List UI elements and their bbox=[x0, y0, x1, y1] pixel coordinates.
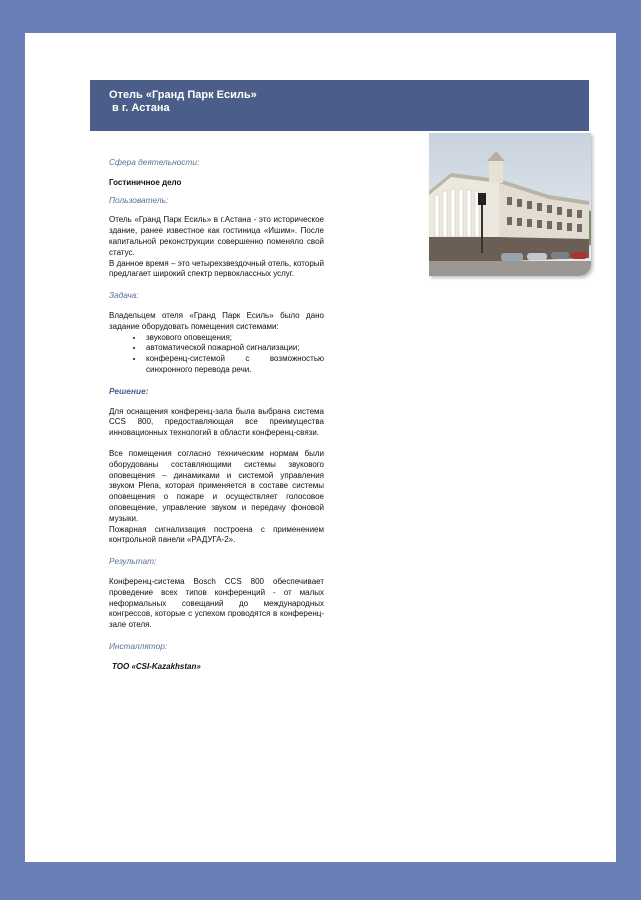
sphere-text: Гостиничное дело bbox=[109, 177, 182, 187]
task-heading: Задача: bbox=[109, 290, 139, 301]
task-intro: Владельцем отеля «Гранд Парк Есиль» было дано задание оборудовать помещения системами: bbox=[109, 310, 324, 331]
list-item: • звукового оповещения; bbox=[144, 333, 324, 344]
hotel-building-image bbox=[429, 133, 591, 276]
page-title: Отель «Гранд Парк Есиль» bbox=[109, 89, 257, 101]
installer-heading: Инсталлятор: bbox=[109, 640, 168, 651]
page-subtitle: в г. Астана bbox=[112, 102, 170, 114]
article-body bbox=[109, 157, 324, 672]
hotel-photo bbox=[429, 133, 591, 276]
solution-paragraph-3: Пожарная сигнализация построена с применением контрольной панели «РАДУГА-2». bbox=[109, 524, 324, 545]
sphere-heading: Сфера деятельности: bbox=[109, 157, 200, 167]
user-paragraph-2: В данное время – это четырехзвездочный отель, который предлагает широкий спектр первоклассных услуг. bbox=[109, 258, 324, 279]
result-text: Конференц-система Bosch CCS 800 обеспечивает проведение всех типов конференций - от малых неформальных совещаний до международных конгрессов, которые с успехом проводятся в конференц-зале отеля. bbox=[109, 576, 324, 630]
user-paragraph-1: Отель «Гранд Парк Есиль» в г.Астана - это историческое здание, ранее известное как гостиница «Ишим». После капитальной реконструкции совершенно поменяло свой статус. bbox=[109, 215, 324, 257]
user-heading: Пользователь: bbox=[109, 194, 169, 205]
solution-heading: Решение: bbox=[109, 385, 149, 396]
list-item: • автоматической пожарной сигнализации; bbox=[144, 343, 324, 354]
solution-paragraph-1: Для оснащения конференц-зала была выбрана система CCS 800, предоставляющая все преимущества инновационных технологий в области конференц-связи. bbox=[109, 406, 324, 438]
list-item: • конференц-системой с возможностью синхронного перевода речи. bbox=[144, 354, 324, 376]
solution-paragraph-2: Все помещения согласно техническим нормам были оборудованы составляющими системы звукового оповещения – динамиками и системой управления звуком Plena, которая применяется в составе системы оповещения о пожаре и осуществляет голосовое оповещение, управление звуком и передачу фоновой музыки. bbox=[109, 448, 324, 523]
title-banner bbox=[90, 80, 589, 131]
installer-text: ТОО «CSI-Kazakhstan» bbox=[112, 661, 201, 671]
document-page bbox=[25, 33, 616, 862]
result-heading: Результат: bbox=[109, 556, 157, 567]
task-list bbox=[109, 333, 324, 376]
